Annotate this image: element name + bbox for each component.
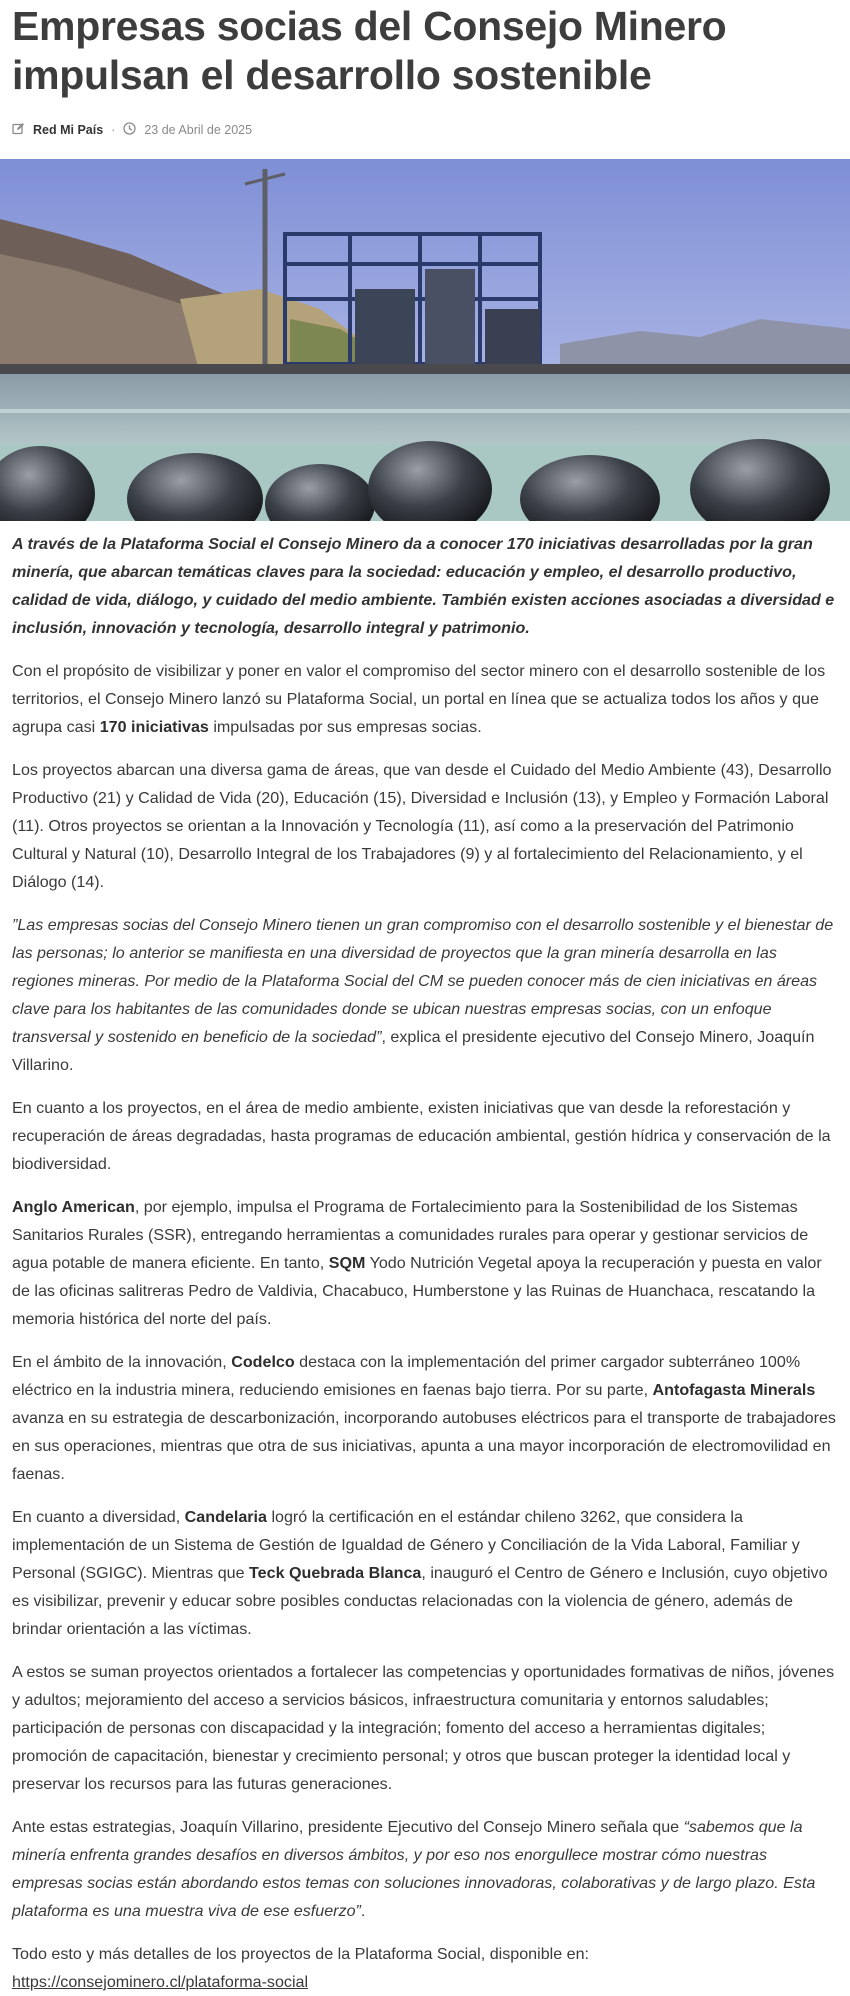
article-meta: [0, 120, 850, 140]
paragraph: En cuanto a diversidad, Candelaria logró la certificación en el estándar chileno 3262, que considera la implementación de un Sistema de Gestión de Igualdad de Género y Conciliación de la Vida Laboral, Familiar y Personal (SGIGC). Mientras que Teck Quebrada Blanca, inauguró el Centro de Género e Inclusión, cuyo objetivo es visibilizar, prevenir y educar sobre posibles conductas relacionadas con la violencia de género, además de brindar orientación a las víctimas.: [12, 1508, 828, 1638]
article-body: [0, 530, 850, 1996]
paragraph: Los proyectos abarcan una diversa gama de áreas, que van desde el Cuidado del Medio Ambiente (43), Desarrollo Productivo (21) y Calidad de Vida (20), Educación (15), Diversidad e Inclusión (13), y Empleo y Formación Laboral (11). Otros proyectos se orientan a la Innovación y Tecnología (11), así como a la preservación del Patrimonio Cultural y Natural (10), Desarrollo Integral de los Trabajadores (9) y al fortalecimiento del Relacionamiento, y el Diálogo (14).: [12, 761, 832, 891]
paragraph: Ante estas estrategias, Joaquín Villarino, presidente Ejecutivo del Consejo Minero señala que “sabemos que la minería enfrenta grandes desafíos en diversos ámbitos, y por eso nos enorgullece mostrar cómo nuestras empresas socias están abordando estos temas con soluciones innovadoras, colaborativas y de largo plazo. Esta plataforma es una muestra viva de ese esfuerzo”.: [12, 1818, 816, 1920]
paragraph: Con el propósito de visibilizar y poner en valor el compromiso del sector minero con el desarrollo sostenible de los territorios, el Consejo Minero lanzó su Plataforma Social, un portal en línea que se actualiza todos los años y que agrupa casi 170 iniciativas impulsadas por sus empresas socias.: [12, 662, 826, 736]
quote: ”Las empresas socias del Consejo Minero tienen un gran compromiso con el desarrollo sostenible y el bienestar de las personas; lo anterior se manifiesta en una diversidad de proyectos que la gran minería desarrolla en las regiones mineras. Por medio de la Plataforma Social del CM se pueden conocer más de cien iniciativas en áreas clave para los habitantes de las comunidades donde se ubican nuestras empresas socias, con un enfoque transversal y sostenido en beneficio de la sociedad”: [12, 916, 834, 1046]
plataforma-social-link[interactable]: https://consejominero.cl/plataforma-social: [12, 1973, 309, 1991]
article-title: Empresas socias del Consejo Minero impulsan el desarrollo sostenible: [12, 3, 727, 98]
quote: “sabemos que la minería enfrenta grandes desafíos en diversos ámbitos, y por eso nos enorgullece mostrar cómo nuestras empresas socias están abordando estos temas con soluciones innovadoras, colaborativas y de largo plazo. Esta plataforma es una muestra viva de ese esfuerzo”: [12, 1818, 816, 1920]
publish-date: 23 de Abril de 2025: [144, 123, 253, 137]
clock-icon: [123, 122, 136, 138]
paragraph: Anglo American, por ejemplo, impulsa el Programa de Fortalecimiento para la Sostenibilidad de los Sistemas Sanitarios Rurales (SSR), entregando herramientas a comunidades rurales para operar y gestionar servicios de agua potable de manera eficiente. En tanto, SQM Yodo Nutrición Vegetal apoya la recuperación y puesta en valor de las oficinas salitreras Pedro de Valdivia, Chacabuco, Humberstone y las Ruinas de Huanchaca, rescatando la memoria histórica del norte del país.: [12, 1198, 822, 1328]
paragraph: ”Las empresas socias del Consejo Minero tienen un gran compromiso con el desarrollo sostenible y el bienestar de las personas; lo anterior se manifiesta en una diversidad de proyectos que la gran minería desarrolla en las regiones mineras. Por medio de la Plataforma Social del CM se pueden conocer más de cien iniciativas en áreas clave para los habitantes de las comunidades donde se ubican nuestras empresas socias, con un enfoque transversal y sostenido en beneficio de la sociedad”, explica el presidente ejecutivo del Consejo Minero, Joaquín Villarino.: [12, 916, 834, 1074]
author-link[interactable]: Red Mi País: [33, 123, 104, 137]
paragraph: En cuanto a los proyectos, en el área de medio ambiente, existen iniciativas que van desde la reforestación y recuperación de áreas degradadas, hasta programas de educación ambiental, gestión hídrica y conservación de la biodiversidad.: [12, 1099, 831, 1173]
edit-icon: [12, 122, 25, 138]
paragraph: En el ámbito de la innovación, Codelco destaca con la implementación del primer cargador subterráneo 100% eléctrico en la industria minera, reduciendo emisiones en faenas bajo tierra. Por su parte, Antofagasta Minerals avanza en su estrategia de descarbonización, incorporando autobuses eléctricos para el transporte de trabajadores en sus operaciones, mientras que otra de sus iniciativas, apunta a una mayor incorporación de electromovilidad en faenas.: [12, 1353, 836, 1483]
article-lead: A través de la Plataforma Social el Consejo Minero da a conocer 170 iniciativas desarrolladas por la gran minería, que abarcan temáticas claves para la sociedad: educación y empleo, el desarrollo productivo, calidad de vida, diálogo, y cuidado del medio ambiente. También existen acciones asociadas a diversidad e inclusión, innovación y tecnología, desarrollo integral y patrimonio.: [12, 535, 835, 637]
paragraph: Todo esto y más detalles de los proyectos de la Plataforma Social, disponible en: https://consejominero.cl/plataforma-social: [12, 1945, 590, 1991]
hero-image: [0, 159, 850, 521]
paragraph: A estos se suman proyectos orientados a fortalecer las competencias y oportunidades formativas de niños, jóvenes y adultos; mejoramiento del acceso a servicios básicos, infraestructura comunitaria y entornos saludables; participación de personas con discapacidad y la integración; fomento del acceso a herramientas digitales; promoción de capacitación, bienestar y crecimiento personal; y otros que buscan proteger la identidad local y preservar los recursos para las futuras generaciones.: [12, 1663, 835, 1793]
meta-separator: ·: [111, 123, 116, 137]
